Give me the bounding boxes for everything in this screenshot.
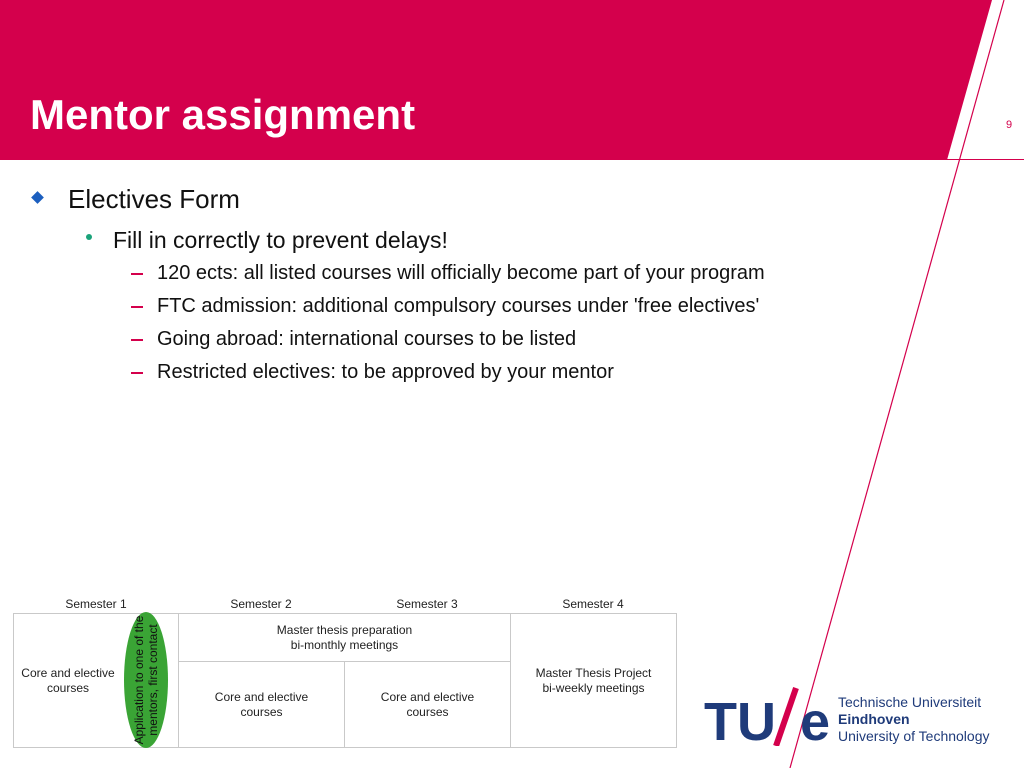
mentor-application-text: Application to one of the mentors, first contact [132, 615, 160, 745]
semester-header: Semester 2 [230, 597, 292, 611]
semester-header: Semester 4 [562, 597, 624, 611]
slide-title: Mentor assignment [30, 91, 416, 138]
bullet-level3-item: Going abroad: international courses to be listed [157, 328, 577, 350]
semester3-cell-text: Core and elective courses [380, 689, 475, 719]
university-name-line2: Eindhoven [838, 711, 910, 727]
thesis-project-cell [510, 613, 677, 748]
thesis-preparation-cell [178, 613, 511, 662]
university-name-line1: Technische Universiteit [838, 694, 982, 710]
semester-header: Semester 1 [65, 597, 127, 611]
semester1-cell-text: Core and elective courses [21, 665, 115, 695]
thesis-preparation-title: Master thesis preparation [276, 622, 413, 637]
university-name-line3: University of Technology [838, 728, 990, 744]
tue-logo-e: e [800, 692, 831, 746]
bullet-level3-item: 120 ects: all listed courses will officially become part of your program [157, 262, 765, 284]
thesis-project-title: Master Thesis Project [535, 665, 652, 680]
bullet-level3-item: FTC admission: additional compulsory courses under 'free electives' [157, 295, 760, 317]
thesis-preparation-subtitle: bi-monthly meetings [290, 637, 399, 652]
semester3-cell [344, 661, 511, 748]
bullet-level3-item: Restricted electives: to be approved by your mentor [157, 361, 614, 383]
tue-logo-mark [704, 686, 834, 746]
university-name [838, 694, 989, 745]
page-number: 9 [1006, 119, 1013, 131]
bullet-level2: Fill in correctly to prevent delays! [113, 227, 448, 253]
semester2-cell-text: Core and elective courses [214, 689, 309, 719]
semester2-cell [178, 661, 345, 748]
tue-logo-tu: TU [704, 692, 776, 746]
bullet-level1: Electives Form [68, 184, 240, 214]
thesis-project-subtitle: bi-weekly meetings [542, 680, 645, 695]
semester-header: Semester 3 [396, 597, 458, 611]
